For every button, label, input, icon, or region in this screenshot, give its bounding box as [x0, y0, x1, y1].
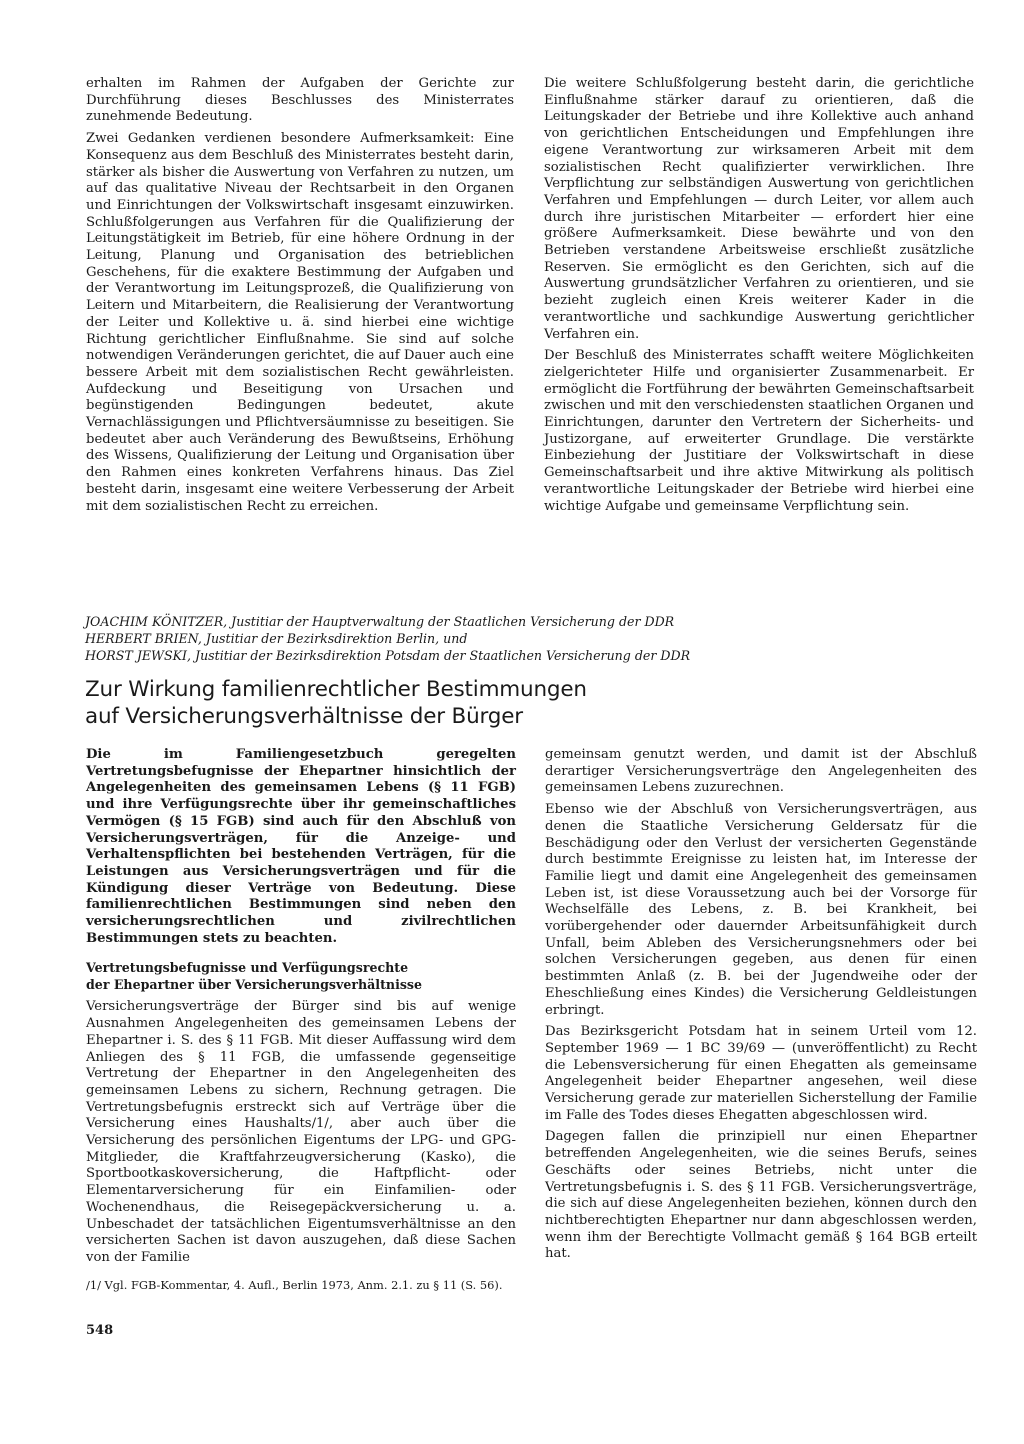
author-line: HERBERT BRIEN, Justitiar der Bezirksdirektion Berlin, und	[85, 631, 468, 646]
paragraph: Versicherungsverträge der Bürger sind bis auf wenige Ausnahmen Angelegenheiten des gemeinsamen Lebens der Ehepartner i. S. des § 11 FGB. Mit dieser Auffassung wird dem Anliegen des § 11 FGB, die umfassende gegenseitige Vertretung der Ehepartner in den Angelegenheiten des gemeinsamen Lebens zu sichern, Rechnung getragen. Die Vertretungsbefugnis erstreckt sich auf Verträge über die Versicherung eines Haushalts/1/, aber auch über die Versicherung des persönlichen Eigentums der LPG- und GPG-Mitglieder, die Kraftfahrzeugversicherung (Kasko), die Sportbootkaskoversicherung, die Haftpflicht- oder Elementarversicherung für ein Einfamilien- oder Wochenendhaus, die Reisegepäckversicherung u. a. Unbeschadet der tatsächlichen Eigentumsverhältnisse an den versicherten Sachen ist davon auszugehen, daß diese Sachen von der Familie	[86, 999, 516, 1265]
bottom-right-column	[545, 747, 977, 1268]
paragraph: Ebenso wie der Abschluß von Versicherungsverträgen, aus denen die Staatliche Versicherung Geldersatz für die Beschädigung oder den Verlust der versicherten Gegenstände durch bestimmte Ereignisse zu leisten hat, im Interesse der Familie liegt und damit eine Angelegenheit des gemeinsamen Leben ist, ist diese Voraussetzung auch bei der Vorsorge für Wechselfälle des Lebens, z. B. bei Krankheit, bei vorübergehender oder dauernder Arbeitsunfähigkeit durch Unfall, beim Ableben des Versicherungsnehmers oder bei solchen Versicherungen gegeben, aus denen für einen bestimmten Anlaß (z. B. bei der Jugendweihe oder der Eheschließung eines Kindes) die Versicherung Geldleistungen erbringt.	[545, 802, 977, 1018]
paragraph: erhalten im Rahmen der Aufgaben der Gerichte zur Durchführung dieses Beschlusses des Ministerrates zunehmende Bedeutung.	[86, 76, 514, 125]
article-title-line: Zur Wirkung familienrechtlicher Bestimmungen	[85, 677, 587, 702]
top-left-column	[86, 76, 514, 520]
paragraph: Die weitere Schlußfolgerung besteht darin, die gerichtliche Einflußnahme stärker darauf zu orientieren, daß die Leitungskader der Betriebe und ihre Kollektive auch anhand von gerichtlichen Entscheidungen und Empfehlungen ihre eigene Verantwortung zur wirksameren Arbeit mit dem sozialistischen Recht qualifizierter verwirklichen. Ihre Verpflichtung zur selbständigen Auswertung von gerichtlichen Verfahren und Empfehlungen — durch Leiter, vor allem auch durch ihre juristischen Mitarbeiter — erfordert hier eine größere Aufmerksamkeit. Diese bewährte und von den Betrieben verstandene Arbeitsweise erschließt zusätzliche Reserven. Sie ermöglicht es den Gerichten, sich auf die Auswertung grundsätzlicher Verfahren zu orientieren, und sie bezieht zugleich einen Kreis weiterer Kader in die verantwortliche und sachkundige Auswertung gerichtlicher Verfahren ein.	[544, 76, 974, 342]
section-heading	[86, 959, 516, 993]
lead-paragraph: Die im Familiengesetzbuch geregelten Vertretungsbefugnisse der Ehepartner hinsichtlich der Angelegenheiten des gemeinsamen Lebens (§ 11 FGB) und ihre Verfügungsrechte über ihr gemeinschaftliches Vermögen (§ 15 FGB) sind auch für den Abschluß von Versicherungsverträgen, für die Anzeige- und Verhaltenspflichten bei bestehenden Verträgen, für die Leistungen aus Versicherungsverträgen und für die Kündigung dieser Verträge von Bedeutung. Diese familienrechtlichen Bestimmungen sind neben den versicherungsrechtlichen und zivilrechtlichen Bestimmungen stets zu beachten.	[86, 747, 516, 946]
paragraph: Der Beschluß des Ministerrates schafft weitere Möglichkeiten zielgerichteter Hilfe und organisierter Zusammenarbeit. Er ermöglicht die Fortführung der bewährten Gemeinschaftsarbeit zwischen und mit den verschiedensten staatlichen Organen und Einrichtungen, darunter den Vertretern der Sicherheits- und Justizorgane, auf erweiterter Grundlage. Die verstärkte Einbeziehung der Justitiare der Volkswirtschaft in diese Gemeinschaftsarbeit und ihre aktive Mitwirkung als politisch verantwortliche Leitungskader der Betriebe wird hierbei eine wichtige Aufgabe und gemeinsame Verpflichtung sein.	[544, 348, 974, 514]
paragraph: gemeinsam genutzt werden, und damit ist der Abschluß derartiger Versicherungsverträge den Angelegenheiten des gemeinsamen Lebens zuzurechnen.	[545, 747, 977, 796]
article-title	[85, 676, 965, 730]
footnote: /1/ Vgl. FGB-Kommentar, 4. Aufl., Berlin 1973, Anm. 2.1. zu § 11 (S. 56).	[86, 1278, 503, 1292]
paragraph: Zwei Gedanken verdienen besondere Aufmerksamkeit: Eine Konsequenz aus dem Beschluß des Ministerrates besteht darin, stärker als bisher die Auswertung von Verfahren zu nutzen, um auf das qualitative Niveau der Rechtsarbeit in den Organen und Einrichtungen der Volkswirtschaft insgesamt einzuwirken. Schlußfolgerungen aus Verfahren für die Qualifizierung der Leitungstätigkeit im Betrieb, für eine höhere Ordnung in der Leitung, Planung und Organisation des betrieblichen Geschehens, für die exaktere Bestimmung der Aufgaben und der Verantwortung im Leitungsprozeß, die Qualifizierung von Leitern und Mitarbeitern, die Realisierung der Verantwortung der Leiter und Kollektive u. ä. sind hierbei eine wichtige Richtung gerichtlicher Einflußnahme. Sie sind auf solche notwendigen Veränderungen gerichtet, die auf Dauer auch eine bessere Arbeit mit dem sozialistischen Recht gewährleisten. Aufdeckung und Beseitigung von Ursachen und begünstigenden Bedingungen bedeutet, akute Vernachlässigungen und Pflichtversäumnisse zu beseitigen. Sie bedeutet aber auch Veränderung des Bewußtseins, Erhöhung des Wissens, Qualifizierung der Leitung und Organisation über den Rahmen eines konkreten Verfahrens hinaus. Das Ziel besteht darin, insgesamt eine weitere Verbesserung der Arbeit mit dem sozialistischen Recht zu erreichen.	[86, 131, 514, 514]
top-right-column	[544, 76, 974, 520]
bottom-left-column	[86, 747, 516, 1272]
paragraph: Das Bezirksgericht Potsdam hat in seinem Urteil vom 12. September 1969 — 1 BC 39/69 — (unveröffentlicht) zu Recht die Lebensversicherung für einen Ehegatten als gemeinsame Angelegenheit beider Ehepartner angesehen, weil diese Versicherung gerade zur materiellen Sicherstellung der Familie im Falle des Todes dieses Ehegatten abgeschlossen wird.	[545, 1024, 977, 1123]
section-heading-line: der Ehepartner über Versicherungsverhältnisse	[86, 977, 423, 993]
author-line: JOACHIM KÖNITZER, Justitiar der Hauptverwaltung der Staatlichen Versicherung der DDR	[85, 614, 675, 629]
author-line: HORST JEWSKI, Justitiar der Bezirksdirektion Potsdam der Staatlichen Versicherung der DDR	[85, 648, 691, 663]
author-byline	[85, 613, 985, 664]
page-number: 548	[86, 1323, 114, 1338]
paragraph: Dagegen fallen die prinzipiell nur einen Ehepartner betreffenden Angelegenheiten, wie die seines Berufs, seines Geschäfts oder seines Betriebs, nicht unter die Vertretungsbefugnis i. S. des § 11 FGB. Versicherungsverträge, die sich auf diese Angelegenheiten beziehen, können durch den nichtberechtigten Ehepartner nur dann abgeschlossen werden, wenn ihm der Berechtigte Vollmacht gemäß § 164 BGB erteilt hat.	[545, 1129, 977, 1262]
article-title-line: auf Versicherungsverhältnisse der Bürger	[85, 704, 523, 729]
section-heading-line: Vertretungsbefugnisse und Verfügungsrechte	[86, 960, 409, 976]
